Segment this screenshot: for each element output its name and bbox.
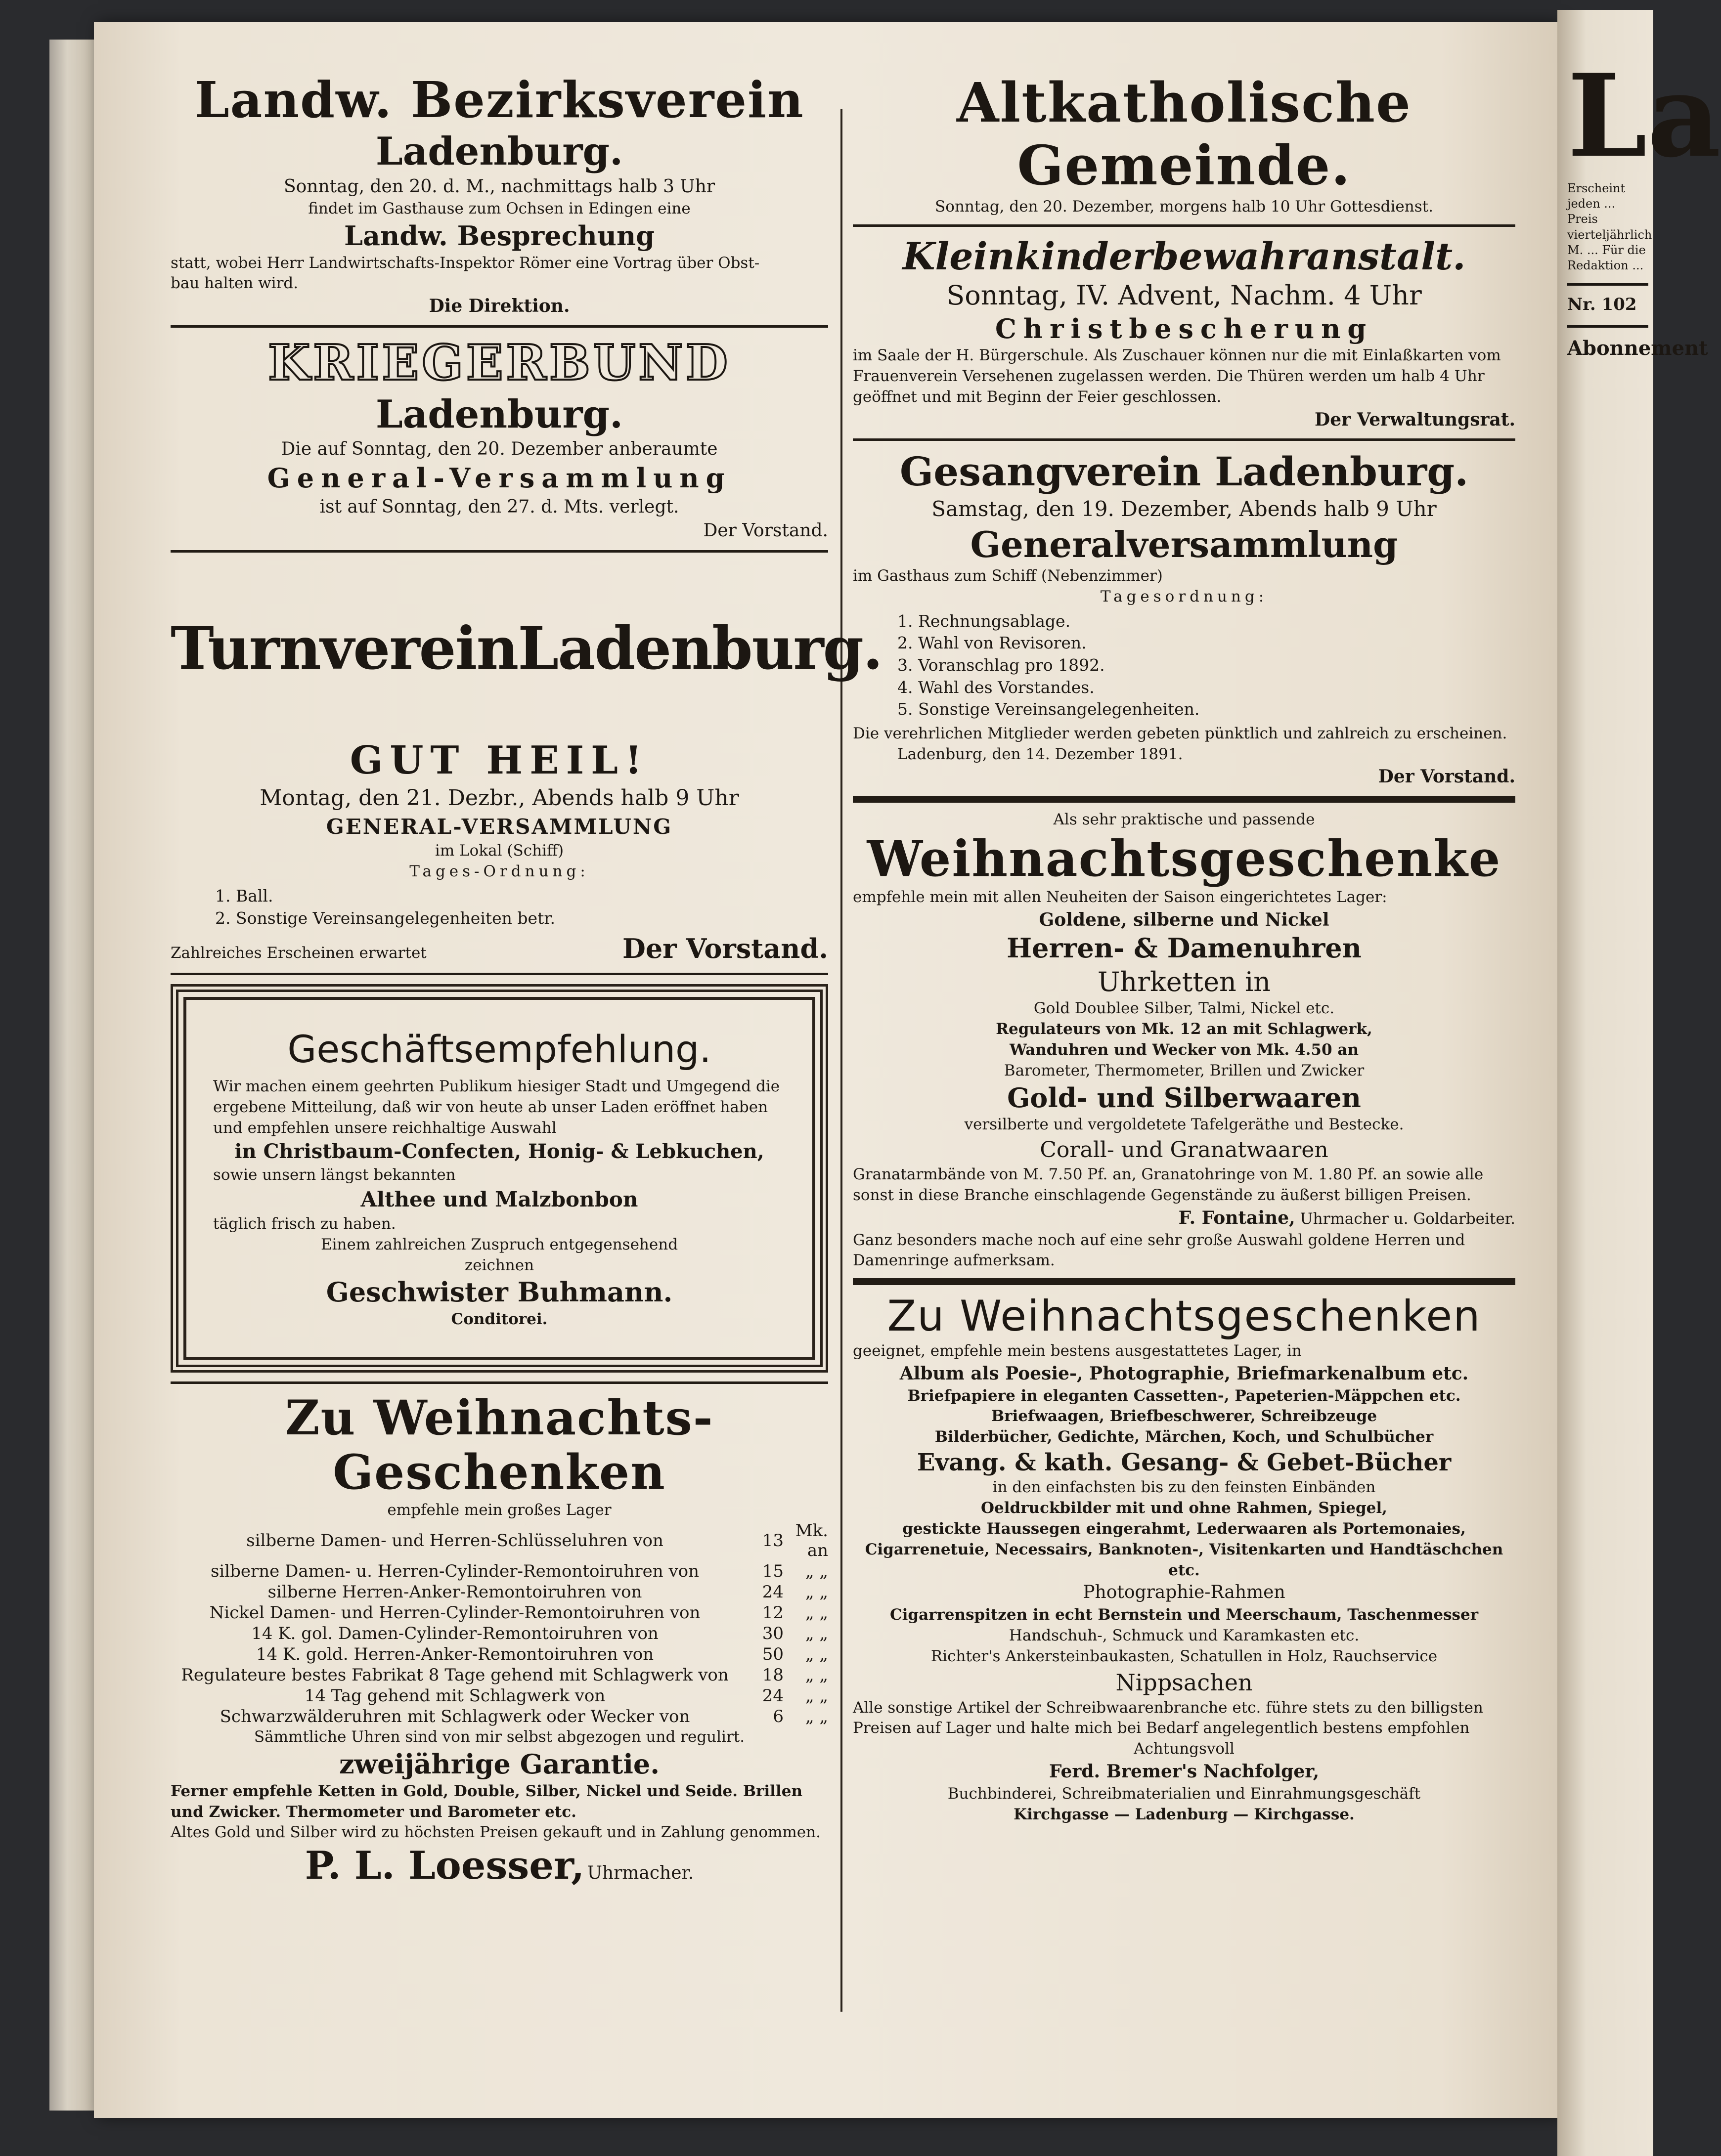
kleinkinder-ad (853, 234, 1515, 431)
geschaeft-role: Conditorei. (451, 1310, 548, 1328)
fontaine-signature-line (853, 1206, 1515, 1230)
fontaine-text3: Ganz besonders mache noch auf eine sehr große Auswahl goldene Herren und Damenringe aufmerksam. (853, 1231, 1465, 1270)
bremer-title: Zu Weihnachtsgeschenken (887, 1292, 1481, 1341)
gesangverein-line1: Samstag, den 19. Dezember, Abends halb 9 Uhr (931, 497, 1437, 521)
turnverein-agenda (171, 885, 828, 929)
turnverein-motto: GUT HEIL! (350, 737, 649, 783)
price-name: silberne Damen- und Herren-Schlüsseluhren von (246, 1531, 663, 1551)
price-name: Regulateure bestes Fabrikat 8 Tage gehend mit Schlagwerk von (181, 1665, 729, 1685)
bremer-closing: Achtungsvoll (1134, 1740, 1235, 1758)
bremer-role: Buchbinderei, Schreibmaterialien und Einrahmungsgeschäft (947, 1784, 1421, 1803)
bremer-line3: Briefwaagen, Briefbeschwerer, Schreibzeuge (991, 1407, 1377, 1425)
bremer-line13: Nippsachen (1115, 1669, 1253, 1696)
bezirksverein-line2: findet im Gasthause zum Ochsen in Edingen eine (308, 200, 691, 218)
price-value: 24 (762, 1582, 784, 1602)
kleinkinder-event: Christbescherung (995, 312, 1373, 345)
kleinkinder-line1: Sonntag, IV. Advent, Nachm. 4 Uhr (946, 280, 1422, 311)
bezirksverein-event: Landw. Besprechung (344, 220, 655, 252)
agenda-item: 1. Ball. (215, 886, 273, 906)
price-row (171, 1644, 828, 1665)
fontaine-text1: empfehle mein mit allen Neuheiten der Saison eingerichtetes Lager: (853, 888, 1387, 906)
loesser-price-table (171, 1520, 828, 1727)
bezirksverein-signature: Die Direktion. (429, 296, 570, 317)
turnverein-ad (171, 560, 883, 966)
agenda-item: 5. Sonstige Vereinsangelegenheiten. (897, 699, 1200, 719)
price-unit: „ „ (805, 1707, 828, 1727)
price-value: 24 (762, 1686, 784, 1706)
bezirksverein-line3: statt, wobei Herr Landwirtschafts-Inspektor Römer eine Vortrag über Obst- (171, 254, 760, 272)
bremer-line9: Photographie-Rahmen (1083, 1582, 1285, 1603)
price-name: 14 K. gol. Damen-Cylinder-Remontoiruhren von (251, 1624, 659, 1644)
rule (171, 550, 828, 553)
bremer-line6: in den einfachsten bis zu den feinsten Einbänden (992, 1478, 1376, 1497)
fontaine-title: Weihnachtsgeschenke (867, 829, 1501, 888)
price-row (171, 1561, 828, 1582)
price-row (171, 1520, 828, 1561)
bremer-ad (853, 1292, 1515, 1825)
loesser-guarantee: zweijährige Garantie. (339, 1748, 660, 1780)
kriegerbund-line1: Die auf Sonntag, den 20. Dezember anberaumte (281, 439, 718, 460)
price-unit: „ „ (805, 1603, 828, 1623)
rule (853, 224, 1515, 227)
geschaeft-text5: zeichnen (464, 1256, 534, 1274)
kriegerbund-place: Ladenburg. (375, 391, 623, 437)
bremer-line10: Cigarrenspitzen in echt Bernstein und Meerschaum, Taschenmesser (889, 1605, 1479, 1624)
rule (1567, 283, 1648, 286)
bremer-line1: Album als Poesie-, Photographie, Briefmarkenalbum etc. (899, 1363, 1469, 1384)
price-row (171, 1602, 828, 1623)
price-value: 12 (762, 1603, 784, 1623)
turnverein-signature: Der Vorstand. (622, 933, 828, 965)
geschaeft-text4: Einem zahlreichen Zuspruch entgegensehend (320, 1235, 678, 1253)
price-unit: „ „ (805, 1665, 828, 1685)
geschaeft-product2: Althee und Malzbonbon (360, 1187, 638, 1212)
fontaine-signature: F. Fontaine, (1178, 1207, 1295, 1229)
loesser-ad (171, 1391, 828, 1889)
price-unit: „ „ (805, 1582, 828, 1602)
price-value: 15 (762, 1561, 784, 1582)
bremer-signature: Ferd. Bremer's Nachfolger, (1049, 1761, 1320, 1782)
agenda-item: 2. Sonstige Vereinsangelegenheiten betr. (215, 908, 555, 928)
next-page-text: Erscheint jeden ... Preis vierteljährlich M. ... Für die Redaktion ... (1567, 181, 1652, 272)
gesangverein-location: im Gasthaus zum Schiff (Nebenzimmer) (853, 567, 1163, 585)
bezirksverein-title: Landw. Bezirksverein (194, 71, 804, 129)
geschaeft-title: Geschäftsempfehlung. (287, 1027, 711, 1071)
next-page-number: Nr. 102 (1567, 295, 1637, 315)
loesser-note: Sämmtliche Uhren sind von mir selbst abgezogen und regulirt. (254, 1728, 745, 1746)
price-value: 50 (762, 1644, 784, 1665)
gesangverein-ad (853, 448, 1515, 789)
price-value: 6 (773, 1707, 784, 1727)
kleinkinder-text: im Saale der H. Bürgerschule. Als Zuschauer können nur die mit Einlaßkarten vom Frauenverein Versehenen zugelassen werden. Die Thüren werden um halb 4 Uhr geöffnet und mit Beginn der Feier geschlossen. (853, 346, 1501, 406)
gesangverein-agenda (853, 610, 1515, 721)
next-page-edge (1557, 10, 1721, 2156)
turnverein-closing: Zahlreiches Erscheinen erwartet (171, 944, 427, 962)
left-column (171, 71, 883, 1889)
gesangverein-text: Die verehrlichen Mitglieder werden gebeten pünktlich und zahlreich zu erscheinen. (853, 724, 1507, 742)
geschaeft-signature: Geschwister Buhmann. (326, 1276, 673, 1308)
price-row (171, 1623, 828, 1644)
altkatholisch-title: Altkatholische Gemeinde. (956, 71, 1412, 197)
rule (171, 325, 828, 328)
kriegerbund-line2: ist auf Sonntag, den 27. d. Mts. verlegt. (319, 496, 679, 517)
fontaine-line7: Barometer, Thermometer, Brillen und Zwicker (1004, 1061, 1365, 1079)
right-column (853, 72, 1515, 1825)
price-unit: „ „ (805, 1644, 828, 1665)
bremer-line5: Evang. & kath. Gesang- & Gebet-Bücher (917, 1449, 1452, 1477)
fontaine-role: Uhrmacher u. Goldarbeiter. (1300, 1210, 1515, 1228)
bremer-line8: gestickte Haussegen eingerahmt, Lederwaaren als Portemonaies, Cigarrenetuie, Necessairs, Banknoten-, Visitenkarten und Handtäschchen etc. (865, 1519, 1503, 1579)
loesser-signature: P. L. Loesser, (305, 1843, 585, 1889)
rule (171, 973, 828, 975)
kriegerbund-signature: Der Vorstand. (703, 520, 828, 541)
fontaine-line4: Gold Doublee Silber, Talmi, Nickel etc. (1033, 999, 1335, 1018)
column-divider (840, 109, 842, 2012)
gesangverein-agenda-title: Tagesordnung: (1100, 588, 1268, 606)
gesangverein-signature: Der Vorstand. (1378, 766, 1515, 787)
turnverein-footer (171, 932, 828, 966)
price-name: 14 Tag gehend mit Schlagwerk von (304, 1686, 606, 1706)
agenda-item: 3. Voranschlag pro 1892. (897, 655, 1105, 675)
fontaine-line2: Herren- & Damenuhren (1007, 932, 1362, 964)
geschaeft-ad (171, 984, 828, 1373)
gesangverein-title: Gesangverein Ladenburg. (899, 448, 1469, 495)
loesser-title: Zu Weihnachts-Geschenken (285, 1389, 714, 1501)
kleinkinder-signature: Der Verwaltungsrat. (1315, 409, 1515, 430)
book-edge (49, 40, 94, 2111)
geschaeft-products: in Christbaum-Confecten, Honig- & Lebkuchen, (234, 1140, 764, 1164)
bezirksverein-line1: Sonntag, den 20. d. M., nachmittags halb 3 Uhr (283, 176, 715, 197)
geschaeft-text3: täglich frisch zu haben. (213, 1214, 396, 1233)
geschaeft-text1: Wir machen einem geehrten Publikum hiesiger Stadt und Umgegend die ergebene Mitteilung, daß wir von heute ab unser Laden eröffnet haben und empfehlen unsere reichhaltige Auswahl (213, 1077, 780, 1137)
next-page-masthead: La (1567, 49, 1721, 183)
price-unit: „ „ (805, 1561, 828, 1582)
kriegerbund-event: General-Versammlung (267, 462, 732, 494)
gesangverein-event: Generalversammlung (970, 523, 1398, 565)
bremer-address: Kirchgasse — Ladenburg — Kirchgasse. (1014, 1805, 1355, 1823)
fontaine-line5: Regulateurs von Mk. 12 an mit Schlagwerk, (996, 1020, 1372, 1038)
price-value: 13 (762, 1531, 784, 1551)
altkatholisch-line: Sonntag, den 20. Dezember, morgens halb 10 Uhr Gottesdienst. (935, 198, 1433, 216)
bezirksverein-place: Ladenburg. (375, 129, 623, 174)
price-row (171, 1665, 828, 1685)
loesser-role: Uhrmacher. (587, 1863, 694, 1884)
bremer-text1: geeignet, empfehle mein bestens ausgestattetes Lager, in (853, 1342, 1302, 1360)
fontaine-text2: Granatarmbände von M. 7.50 Pf. an, Granatohringe von M. 1.80 Pf. an sowie alle sonst in diese Branche einschlagende Gegenstände zu äußerst billigen Preisen. (853, 1165, 1484, 1205)
bezirksverein-line4: bau halten wird. (171, 274, 299, 293)
fontaine-line3: Uhrketten in (1097, 966, 1271, 997)
fontaine-line10: Corall- und Granatwaaren (1040, 1137, 1328, 1163)
price-name: silberne Herren-Anker-Remontoiruhren von (267, 1582, 642, 1602)
loesser-text1: Ferner empfehle Ketten in Gold, Double, Silber, Nickel und Seide. Brillen und Zwicker. Thermometer und Barometer etc. (171, 1782, 802, 1821)
turnverein-word2: Ladenburg. (518, 614, 883, 683)
price-value: 30 (762, 1624, 784, 1644)
bremer-line2: Briefpapiere in eleganten Cassetten-, Papeterien-Mäppchen etc. (907, 1386, 1461, 1405)
bremer-line4: Bilderbücher, Gedichte, Märchen, Koch, und Schulbücher (934, 1428, 1434, 1446)
loesser-text2: Altes Gold und Silber wird zu höchsten Preisen gekauft und in Zahlung genommen. (171, 1823, 821, 1842)
price-name: Schwarzwälderuhren mit Schlagwerk oder Wecker von (220, 1707, 690, 1727)
next-page-abonnement: Abonnement (1567, 337, 1708, 360)
rule (853, 1278, 1515, 1285)
fontaine-ad (853, 810, 1515, 1271)
agenda-item: 4. Wahl des Vorstandes. (897, 677, 1095, 697)
loesser-signature-line (171, 1843, 828, 1888)
rule (171, 1381, 828, 1384)
price-name: Nickel Damen- und Herren-Cylinder-Remontoiruhren von (209, 1603, 701, 1623)
fontaine-line6: Wanduhren und Wecker von Mk. 4.50 an (1010, 1040, 1359, 1059)
fontaine-line1: Goldene, silberne und Nickel (1039, 909, 1329, 930)
price-row (171, 1685, 828, 1706)
kriegerbund-title: KRIEGERBUND (268, 334, 731, 391)
rule (853, 438, 1515, 441)
loesser-intro: empfehle mein großes Lager (387, 1501, 612, 1519)
rule (1567, 325, 1648, 328)
price-unit: Mk. an (795, 1521, 828, 1561)
kleinkinder-title: Kleinkinderbewahranstalt. (902, 234, 1466, 278)
fontaine-intro: Als sehr praktische und passende (1053, 810, 1315, 828)
agenda-item: 1. Rechnungsablage. (897, 611, 1071, 631)
price-name: 14 K. gold. Herren-Anker-Remontoiruhren von (256, 1644, 654, 1665)
bremer-text2: Alle sonstige Artikel der Schreibwaarenbranche etc. führe stets zu den billigsten Preisen auf Lager und halte mich bei Bedarf angelegentlich bestens empfohlen (853, 1698, 1483, 1737)
price-value: 18 (762, 1665, 784, 1685)
agenda-item: 2. Wahl von Revisoren. (897, 633, 1087, 653)
kriegerbund-ad (171, 335, 828, 543)
turnverein-header (171, 560, 883, 737)
bezirksverein-ad (171, 72, 828, 318)
bremer-line7: Oeldruckbilder mit und ohne Rahmen, Spiegel, (981, 1499, 1387, 1517)
fontaine-line8: Gold- und Silberwaaren (1007, 1081, 1361, 1114)
turnverein-agenda-title: Tages-Ordnung: (409, 862, 589, 881)
rule (853, 796, 1515, 803)
price-unit: „ „ (805, 1686, 828, 1706)
bremer-line12: Richter's Ankersteinbaukasten, Schatullen in Holz, Rauchservice (930, 1647, 1438, 1665)
price-unit: „ „ (805, 1624, 828, 1644)
fontaine-line9: versilberte und vergoldetete Tafelgeräthe und Bestecke. (964, 1116, 1404, 1134)
price-row (171, 1706, 828, 1727)
turnverein-word1: Turnverein (171, 614, 518, 683)
bremer-line11: Handschuh-, Schmuck und Karamkasten etc. (1009, 1626, 1360, 1644)
geschaeft-text2: sowie unsern längst bekannten (213, 1166, 456, 1184)
turnverein-event: GENERAL-VERSAMMLUNG (326, 814, 673, 839)
altkatholisch-ad (853, 72, 1515, 217)
price-name: silberne Damen- u. Herren-Cylinder-Remontoiruhren von (210, 1561, 700, 1582)
price-row (171, 1582, 828, 1602)
turnverein-line1: Montag, den 21. Dezbr., Abends halb 9 Uhr (260, 785, 739, 811)
gesangverein-date: Ladenburg, den 14. Dezember 1891. (897, 745, 1183, 763)
turnverein-location: im Lokal (Schiff) (435, 842, 564, 860)
